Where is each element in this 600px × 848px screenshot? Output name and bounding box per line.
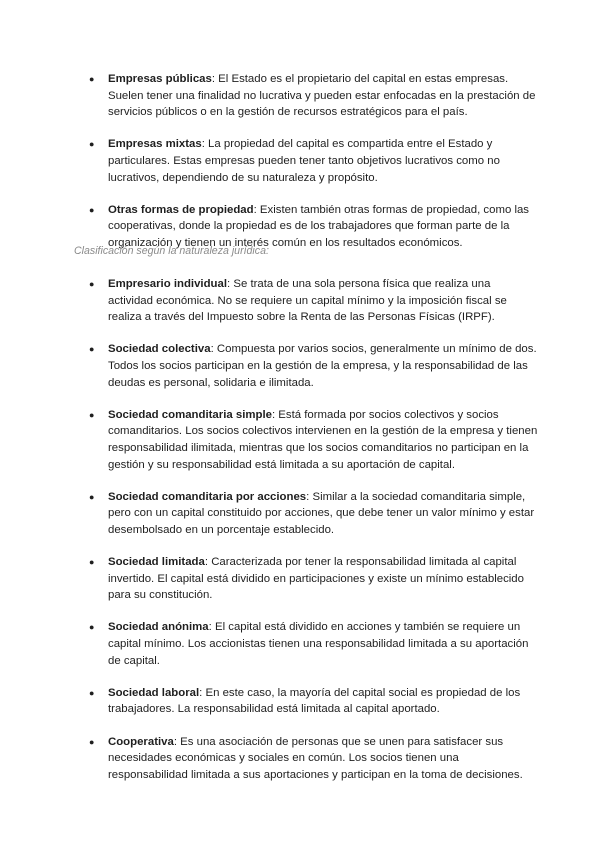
list-item-sociedad-colectiva	[0, 341, 600, 391]
item-term: Sociedad laboral	[108, 686, 200, 699]
item-term: Empresas públicas	[108, 73, 212, 85]
item-description: : La propiedad del capital es compartida entre el Estado y particulares. Estas empresas pueden tener tanto objetivos lucrativos como no lucrativos, dependiendo de su naturaleza y propósito.	[108, 138, 500, 184]
item-description: : Existen también otras formas de propiedad, como las cooperativas, donde la propiedad es de los trabajadores que forman parte de la organización y tienen un interés común en los resultados económicos.	[108, 203, 530, 249]
item-description: : El capital está dividido en acciones y también se requiere un capital mínimo. Los accionistas tienen una responsabilidad limitada a su aportación de capital.	[108, 621, 529, 667]
bullet-icon: ●	[89, 279, 95, 289]
item-description: : Está formada por socios colectivos y socios comanditarios. Los socios colectivos intervienen en la gestión de la empresa y tienen responsabilidad ilimitada, mientras que los socios comanditarios no participan en la gestión y su responsabilidad está limitada a su aportación de capital.	[108, 408, 538, 471]
item-term: Otras formas de propiedad	[108, 203, 254, 216]
item-term: Empresas mixtas	[108, 138, 202, 151]
bullet-icon: ●	[89, 74, 95, 84]
list-item-empresario-individual	[0, 276, 600, 326]
item-description: : Es una asociación de personas que se unen para satisfacer sus necesidades económicas y sociales en común. Los socios tienen una responsabilidad limitada a sus aportaciones y participan en la toma de decisiones.	[108, 735, 523, 781]
section-heading: Clasificación según la naturaleza jurídica:	[74, 245, 269, 257]
list-item-sociedad-anonima	[0, 619, 600, 669]
list-item-empresas-publicas	[0, 71, 600, 121]
list-item-empresas-mixtas	[0, 136, 600, 186]
item-description: : Similar a la sociedad comanditaria simple, pero con un capital constituido por acciones, que debe tener un valor mínimo y estar desembolsado en un porcentaje establecido.	[108, 490, 535, 536]
legal-classification-list	[0, 276, 600, 799]
bullet-icon: ●	[89, 409, 95, 420]
bullet-icon: ●	[89, 139, 95, 150]
item-term: Cooperativa	[108, 735, 174, 748]
item-description: : Compuesta por varios socios, generalmente un mínimo de dos. Todos los socios participan en la gestión de la empresa, y la responsabilidad de las deudas es personal, solidaria e ilimitada.	[108, 343, 537, 389]
item-term: Sociedad anónima	[108, 621, 209, 634]
item-description: : Caracterizada por tener la responsabilidad limitada al capital invertido. El capital está dividido en participaciones y existe un mínimo establecido para su constitución.	[108, 556, 524, 602]
bullet-icon: ●	[89, 622, 95, 633]
list-item-sociedad-limitada	[0, 554, 600, 604]
item-description: : El Estado es el propietario del capital en estas empresas. Suelen tener una finalidad no lucrativa y pueden estar enfocadas en la prestación de servicios públicos o en la gestión de recursos estratégicos para el país.	[108, 73, 536, 119]
item-term: Sociedad comanditaria simple	[108, 408, 272, 421]
bullet-icon: ●	[89, 204, 95, 215]
bullet-icon: ●	[89, 687, 95, 698]
bullet-icon: ●	[89, 491, 95, 502]
list-item-cooperativa	[0, 734, 600, 784]
item-term: Sociedad comanditaria por acciones	[108, 490, 307, 503]
list-item-comanditaria-simple	[0, 407, 600, 473]
item-description: : En este caso, la mayoría del capital social es propiedad de los trabajadores. La responsabilidad está limitada al capital aportado.	[108, 686, 521, 716]
item-term: Sociedad limitada	[108, 556, 205, 569]
item-term: Sociedad colectiva	[108, 343, 211, 356]
item-description: : Se trata de una sola persona física que realiza una actividad económica. No se requiere un capital mínimo y la imposición fiscal se realiza a través del Impuesto sobre la Renta de las Personas Físicas (IRPF).	[108, 278, 507, 324]
bullet-icon: ●	[89, 736, 95, 747]
list-item-sociedad-laboral	[0, 685, 600, 718]
bullet-icon: ●	[89, 344, 95, 355]
ownership-classification-list	[0, 71, 600, 267]
bullet-icon: ●	[89, 557, 95, 568]
list-item-comanditaria-acciones	[0, 489, 600, 539]
item-term: Empresario individual	[108, 278, 228, 290]
